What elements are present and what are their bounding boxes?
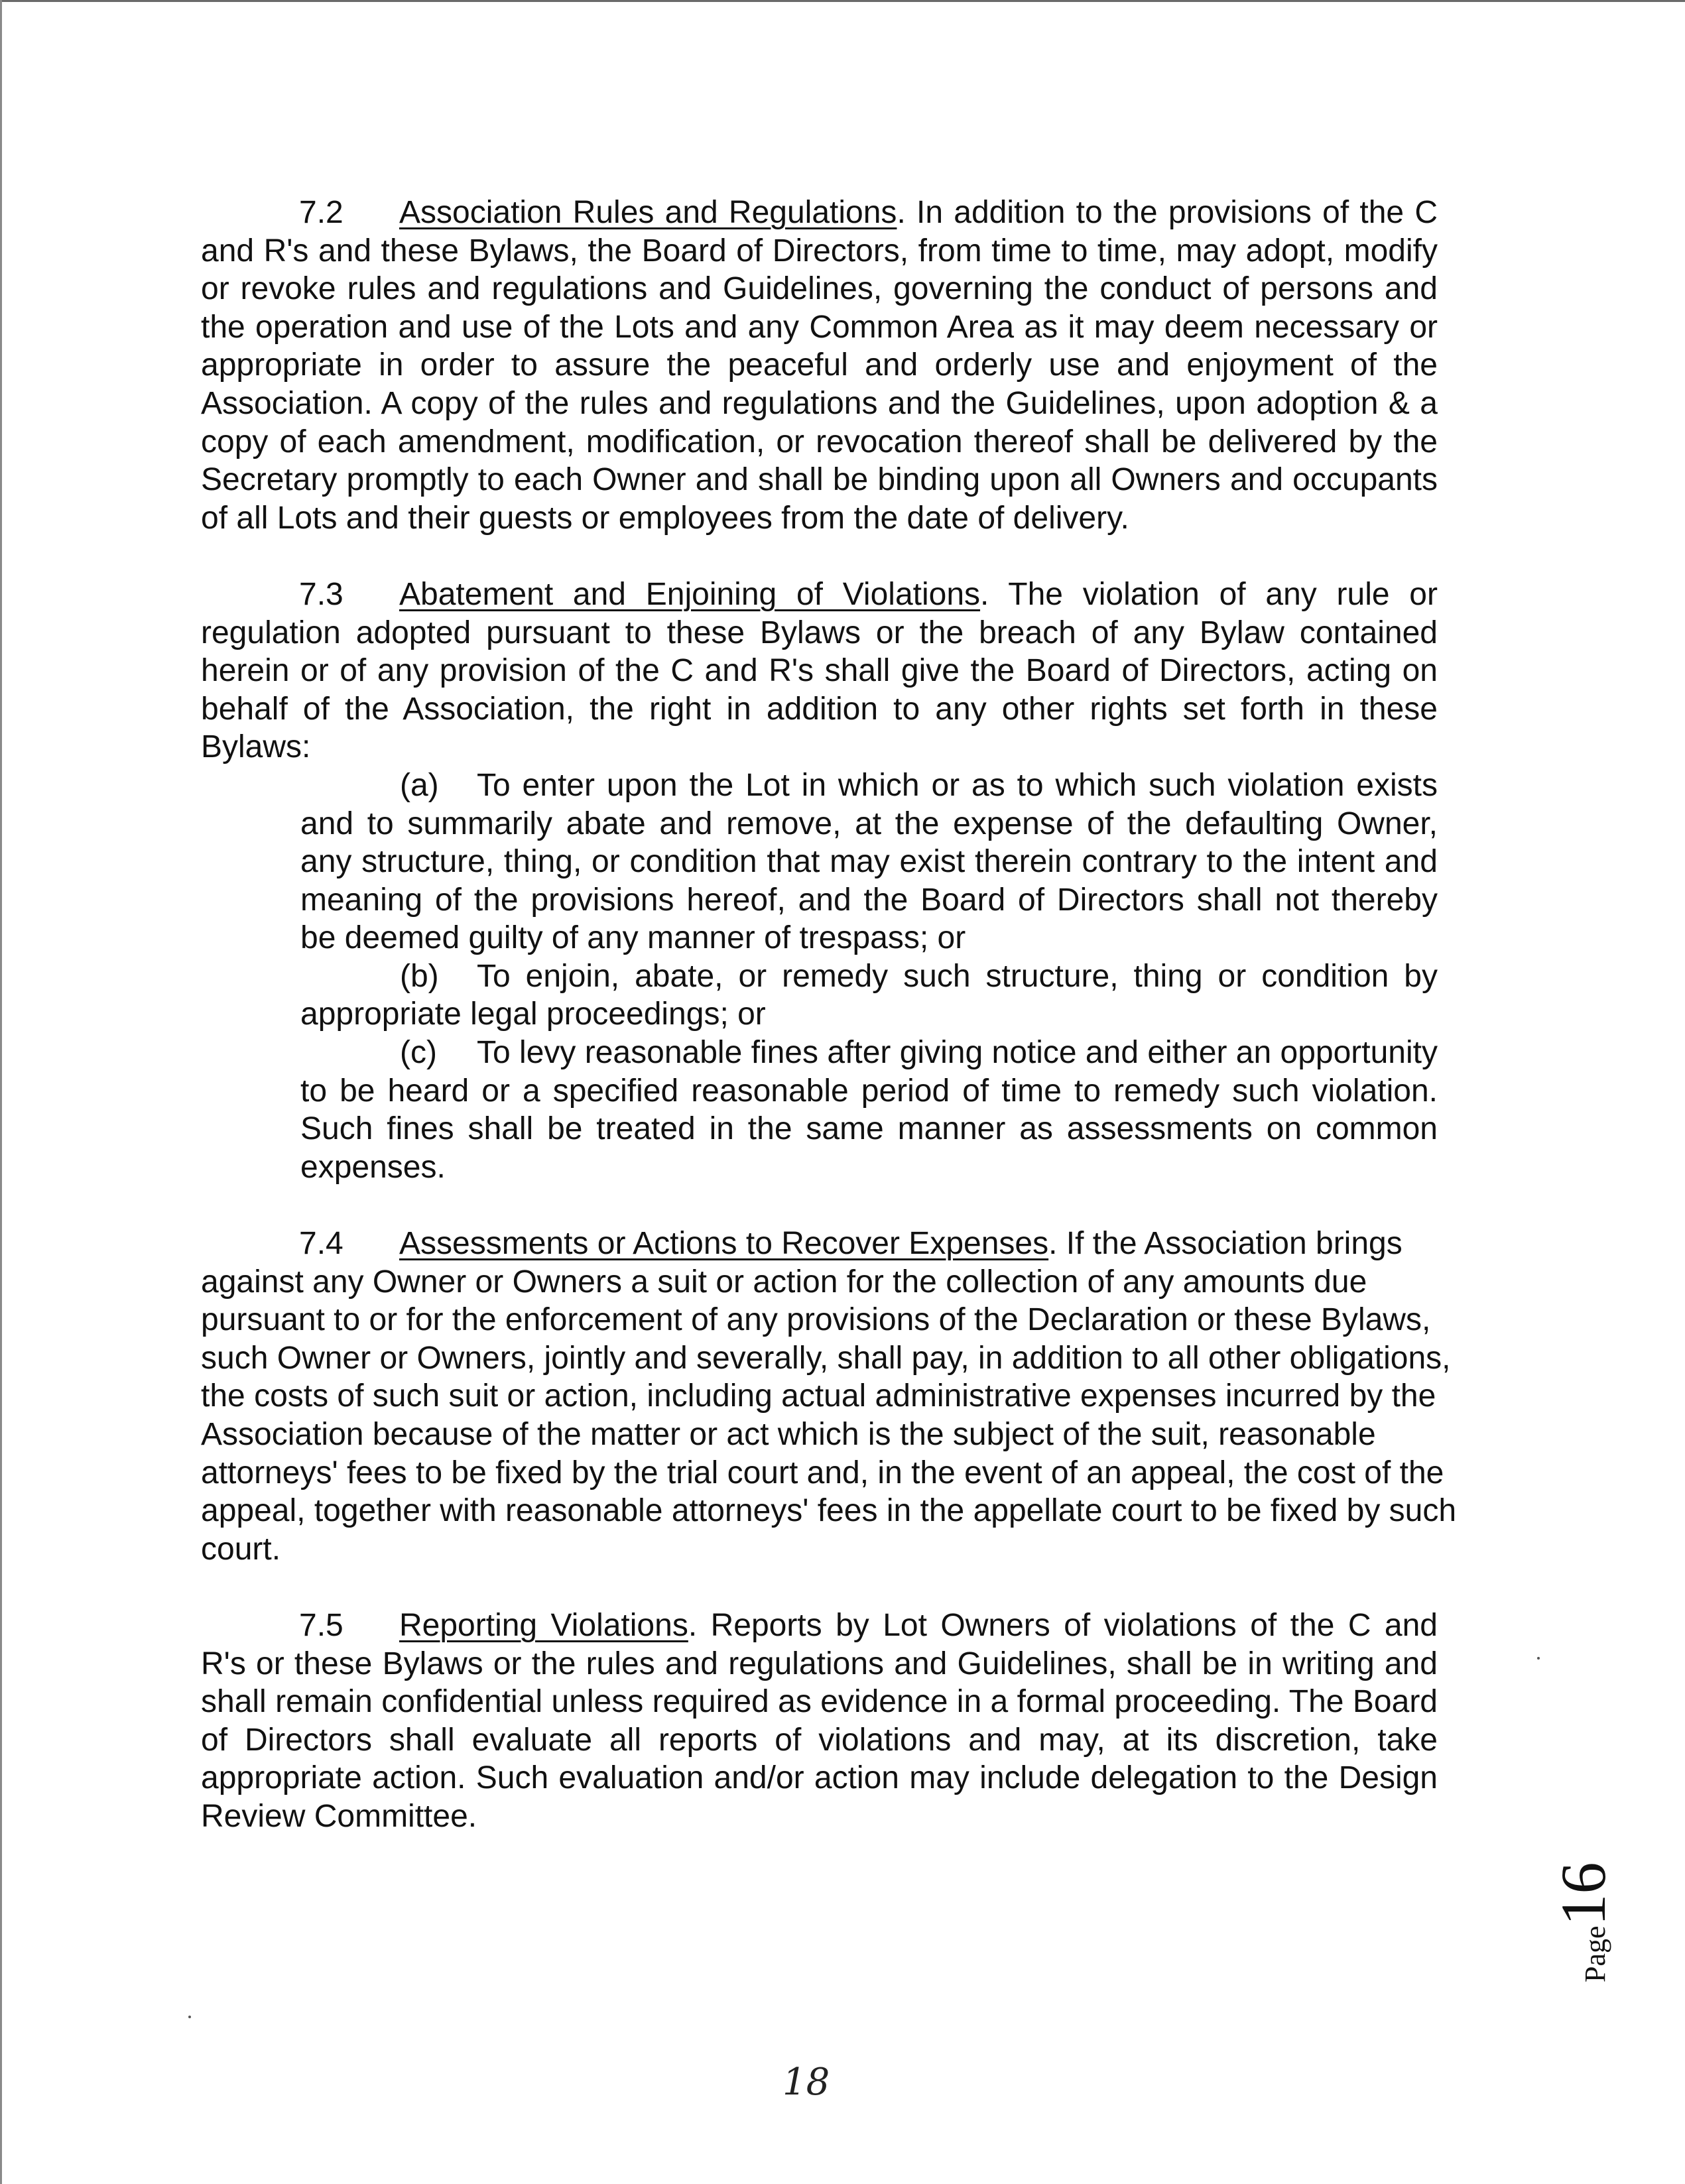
subitem-label: (b) xyxy=(400,958,439,994)
section-heading: Abatement and Enjoining of Violations xyxy=(399,576,981,612)
section-7-3 xyxy=(201,576,1438,766)
section-number: 7.3 xyxy=(299,576,343,612)
section-heading: Assessments or Actions to Recover Expenses xyxy=(399,1226,1049,1262)
section-text: . Reports by Lot Owners of violations of the C and R's or these Bylaws or the rules and regulations and Guidelines, shall be in writing and shall remain confidential unless required as evidence in a formal proceeding. The Board of Directors shall evaluate all reports of violations and may, at its discretion, take appropriate action. Such evaluation and/or action may include delegation to the Design Review Committee. xyxy=(201,1607,1438,1834)
scan-top-edge xyxy=(0,0,1685,2)
section-text: . In addition to the provisions of the C and R's and these Bylaws, the Board of Directors, from time to time, may adopt, modify or revoke rules and regulations and Guidelines, governing the conduct of persons and the operation and use of the Lots and any Common Area as it may deem necessary or appropriate in order to assure the peaceful and orderly use and enjoyment of the Association. A copy of the rules and regulations and the Guidelines, upon adoption & a copy of each amendment, modification, or revocation thereof shall be delivered by the Secretary promptly to each Owner and shall be binding upon all Owners and occupants of all Lots and their guests or employees from the date of delivery. xyxy=(201,195,1438,536)
section-7-2 xyxy=(201,194,1438,537)
section-number: 7.2 xyxy=(299,195,343,230)
section-text: . The violation of any rule or regulation adopted pursuant to these Bylaws or the breach of any Bylaw contained herein or of any provision of the C and R's shall give the Board of Directors, acting on behalf of the Association, the right in addition to any other rights set forth in these Bylaws: xyxy=(201,576,1438,765)
subitem-text: To enter upon the Lot in which or as to which such violation exists and to summarily abate and remove, at the expense of the defaulting Owner, any structure, thing, or condition that may exist therein contrary to the intent and meaning of the provisions hereof, and the Board of Directors shall not thereby be deemed guilty of any manner of trespass; or xyxy=(300,767,1438,956)
section-number: 7.4 xyxy=(299,1226,343,1262)
subitem-text: To enjoin, abate, or remedy such structure, thing or condition by appropriate legal proceedings; or xyxy=(300,958,1438,1032)
subitem-text: To levy reasonable fines after giving notice and either an opportunity to be heard or a specified reasonable period of time to remedy such violation. Such fines shall be treated in the same manner as assessments on common expenses. xyxy=(300,1035,1438,1185)
scan-speck xyxy=(188,2016,191,2018)
section-heading: Reporting Violations xyxy=(399,1607,688,1643)
section-7-5 xyxy=(201,1607,1438,1836)
section-7-4 xyxy=(201,1225,1474,1568)
subitem-label: (a) xyxy=(400,767,439,803)
section-heading: Association Rules and Regulations xyxy=(399,195,897,230)
section-text: . If the Association brings against any Owner or Owners a suit or action for the collection of any amounts due pursuant to or for the enforcement of any provisions of the Declaration or these Bylaws, such Owner or Owners, jointly and severally, shall pay, in addition to all other obligations, the costs of such suit or action, including actual administrative expenses incurred by the Association because of the matter or act which is the subject of the suit, reasonable attorneys' fees to be fixed by the trial court and, in the event of an appeal, the cost of the appeal, together with reasonable attorneys' fees in the appellate court to be fixed by such court. xyxy=(201,1226,1457,1567)
document-body xyxy=(201,194,1457,1836)
subitem-label: (c) xyxy=(400,1035,437,1071)
subitem-a xyxy=(300,766,1438,957)
subitem-c xyxy=(300,1034,1438,1186)
scan-left-edge xyxy=(0,0,2,2184)
page-word: Page xyxy=(1579,1925,1611,1982)
handwritten-page-number: 18 xyxy=(782,2061,830,2104)
scan-speck xyxy=(1537,1657,1540,1660)
subitem-b xyxy=(300,957,1438,1034)
section-number: 7.5 xyxy=(299,1607,343,1643)
page-number: 16 xyxy=(1548,1862,1619,1926)
